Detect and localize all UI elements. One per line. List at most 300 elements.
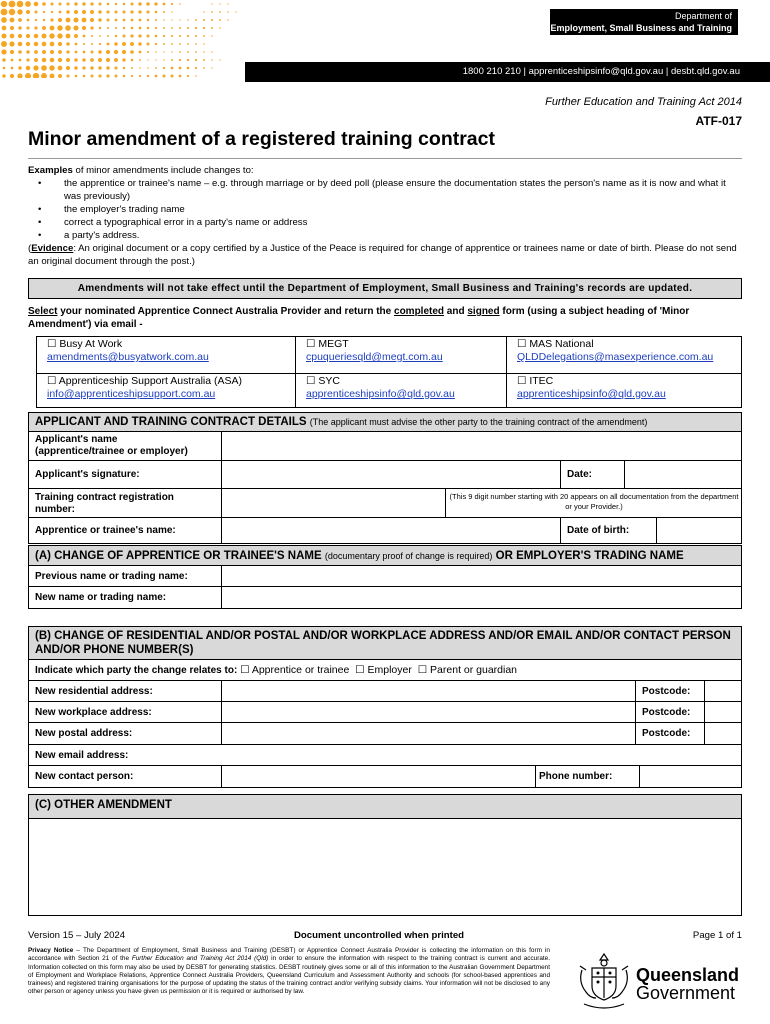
decorative-dot <box>35 11 38 14</box>
decorative-dot <box>91 51 94 54</box>
date-input[interactable] <box>625 461 741 488</box>
postcode-label: Postcode: <box>642 728 691 739</box>
decorative-dot <box>203 43 205 45</box>
decorative-dot <box>179 43 181 45</box>
checkbox-icon[interactable]: ☐ <box>355 664 365 676</box>
decorative-dot <box>106 66 109 69</box>
decorative-dot <box>219 11 221 13</box>
registration-number-input[interactable] <box>222 489 444 517</box>
decorative-dot <box>58 50 62 54</box>
decorative-dot <box>219 27 221 29</box>
decorative-dot <box>90 2 93 5</box>
decorative-dot <box>10 74 14 78</box>
applicant-name-input[interactable] <box>222 432 741 460</box>
registration-note: (This 9 digit number starting with 20 appears on all documentation from the department or your Provider.) <box>449 492 739 511</box>
decorative-dot <box>171 75 174 78</box>
decorative-dot <box>66 18 71 23</box>
trainee-name-label: Apprentice or trainee's name: <box>35 525 176 536</box>
decorative-dot <box>26 66 30 70</box>
provider-cell <box>507 337 742 374</box>
decorative-dot <box>130 50 134 54</box>
decorative-dot <box>171 67 174 70</box>
section-a-note: (documentary proof of change is required) <box>324 551 493 561</box>
decorative-dot <box>171 3 173 5</box>
decorative-dot <box>19 59 22 62</box>
decorative-dot <box>74 66 78 70</box>
decorative-dot <box>138 10 141 13</box>
residential-postcode-input[interactable] <box>705 681 741 701</box>
provider-name: MEGT <box>318 338 349 350</box>
decorative-dot <box>179 67 182 70</box>
decorative-dot <box>155 19 157 21</box>
decorative-dot <box>43 19 45 21</box>
examples-block <box>28 164 742 268</box>
party-option-trainee: Apprentice or trainee <box>251 664 350 676</box>
evidence-label: Evidence <box>31 243 74 254</box>
decorative-dot <box>35 19 37 21</box>
decorative-dot <box>82 10 86 14</box>
decorative-dot <box>10 50 14 54</box>
applicant-heading: APPLICANT AND TRAINING CONTRACT DETAILS <box>35 416 307 428</box>
decorative-dot <box>1 17 7 23</box>
decorative-dot <box>34 58 38 62</box>
decorative-dot <box>171 11 172 12</box>
list-item: • the employer's trading name <box>64 203 742 216</box>
decorative-dot <box>146 2 150 6</box>
evidence-text: : An original document or a copy certified by a Justice of the Peace is required for change of apprentice or trainees name or date of birth. Please do not send an original document through the post.) <box>28 243 737 267</box>
decorative-dot <box>187 35 189 37</box>
decorative-dot <box>10 26 14 30</box>
completed-word: completed <box>394 306 445 317</box>
party-option-employer: Employer <box>367 664 412 676</box>
postal-input[interactable] <box>222 723 634 744</box>
checkbox-icon[interactable]: ☐ <box>47 375 57 387</box>
decorative-dot <box>18 18 22 22</box>
decorative-dot <box>74 58 78 62</box>
decorative-dot <box>11 59 14 62</box>
decorative-dot <box>179 51 181 53</box>
decorative-dot <box>227 3 228 4</box>
postal-label: New postal address: <box>35 728 133 739</box>
checkbox-icon[interactable]: ☐ <box>306 375 316 387</box>
decorative-dot <box>155 27 157 29</box>
decorative-dot <box>66 10 70 14</box>
signature-row <box>29 461 741 489</box>
decorative-dot <box>187 27 189 29</box>
decorative-dot <box>18 42 23 47</box>
decorative-dot <box>82 18 87 23</box>
decorative-dot <box>66 58 70 62</box>
decorative-dot <box>2 58 6 62</box>
decorative-dot <box>98 66 101 69</box>
decorative-dot <box>34 26 37 29</box>
provider-email-link[interactable]: amendments@busyatwork.com.au <box>47 351 209 363</box>
decorative-dot <box>26 42 30 46</box>
list-item: • correct a typographical error in a party's name or address <box>64 216 742 229</box>
decorative-dot <box>34 34 38 38</box>
decorative-dot <box>147 75 149 77</box>
label-line: Applicant's name <box>35 434 118 445</box>
decorative-dot <box>203 67 205 69</box>
decorative-dot <box>18 26 21 29</box>
postcode-label: Postcode: <box>642 707 691 718</box>
decorative-dot <box>58 66 63 71</box>
decorative-dot <box>106 10 109 13</box>
decorative-dot <box>107 19 110 22</box>
decorative-dot <box>211 19 213 21</box>
decorative-dot <box>9 41 14 46</box>
decorative-dot <box>34 2 39 7</box>
decorative-dot <box>195 27 197 29</box>
decorative-dot <box>195 51 197 53</box>
decorative-dot <box>26 34 30 38</box>
decorative-dot <box>211 59 213 61</box>
decorative-dot <box>83 75 86 78</box>
decorative-dot <box>106 58 110 62</box>
decorative-dot <box>187 51 189 53</box>
decorative-dot <box>90 18 94 22</box>
provider-cell <box>37 337 296 374</box>
decorative-dot <box>57 33 62 38</box>
decorative-dot <box>25 73 31 78</box>
decorative-dot <box>73 25 78 30</box>
previous-name-label: Previous name or trading name: <box>35 571 188 582</box>
decorative-dot <box>82 2 86 6</box>
decorative-dot <box>99 27 101 29</box>
decorative-dot <box>195 35 197 37</box>
postcode-label: Postcode: <box>642 686 691 697</box>
select-text-2: and <box>444 306 468 317</box>
party-row <box>29 660 741 681</box>
decorative-dot <box>83 35 86 38</box>
decorative-dot <box>18 66 21 69</box>
privacy-label: Privacy Notice <box>28 947 74 954</box>
decorative-dot <box>83 51 86 54</box>
decorative-dot <box>203 59 205 61</box>
decorative-dot <box>179 3 181 5</box>
email-input[interactable] <box>189 745 741 765</box>
decorative-dot <box>147 51 149 53</box>
decorative-dot <box>163 11 165 13</box>
decorative-dot <box>195 59 197 61</box>
decorative-dot <box>171 27 173 29</box>
select-text-1: your nominated Apprentice Connect Australia Provider and return the <box>57 306 395 317</box>
decorative-dot <box>138 42 142 46</box>
select-word: Select <box>28 306 58 317</box>
decorative-dot <box>90 58 94 62</box>
decorative-dot <box>17 9 22 14</box>
decorative-dot <box>138 34 141 37</box>
amendment-banner: Amendments will not take effect until the Department of Employment, Small Business and Training's records are updated. <box>28 278 742 299</box>
privacy-text-b: in order to ensure the information with respect to the training contract is current and accurate. Information collected on this form may also be used by DESBT for generating statistics. DESBT routinely gives some or all of this information to the Australian Government Department of Employment and Workplace Relations, Apprentice Connect Australia Providers, Queensland Curriculum and Assessment Authority and schools (for school-based apprentices and trainees) and registered training organisations for the purpose of updating the status of the training contract and/or verifying subsidy claims. Your information will not be disclosed to any other person or agency unless you have given us permission or it is required or authorised by law. <box>28 955 550 996</box>
decorative-dot <box>83 43 85 45</box>
trainee-name-input[interactable] <box>222 518 559 543</box>
decorative-dot <box>99 35 101 37</box>
decorative-dot <box>187 59 189 61</box>
decorative-dot <box>106 74 109 77</box>
checkbox-icon[interactable]: ☐ <box>240 664 250 676</box>
decorative-dot <box>123 67 125 69</box>
decorative-dot <box>99 3 102 6</box>
checkbox-icon[interactable]: ☐ <box>517 375 527 387</box>
decorative-dot <box>211 35 212 36</box>
workplace-row <box>29 702 741 723</box>
signature-label: Applicant's signature: <box>35 469 140 480</box>
decorative-dot <box>41 65 47 71</box>
decorative-dot <box>65 25 71 31</box>
decorative-dot <box>59 11 62 14</box>
decorative-dot <box>49 65 54 70</box>
decorative-dot <box>179 27 181 29</box>
previous-name-input[interactable] <box>222 566 741 586</box>
decorative-dot <box>90 66 93 69</box>
decorative-dot <box>49 33 54 38</box>
decorative-dot <box>139 19 142 22</box>
page-title: Minor amendment of a registered training contract <box>28 128 495 150</box>
decorative-dot <box>171 51 172 52</box>
decorative-dot <box>211 11 213 13</box>
title-divider <box>28 158 742 159</box>
decorative-dot <box>50 18 53 21</box>
decorative-dot <box>107 43 110 46</box>
other-amendment-input[interactable] <box>29 819 741 915</box>
contact-input[interactable] <box>222 766 534 787</box>
workplace-postcode-input[interactable] <box>705 702 741 722</box>
decorative-dot <box>122 58 125 61</box>
provider-email-link[interactable]: QLDDelegations@masexperience.com.au <box>517 351 714 363</box>
applicant-name-row <box>29 432 741 461</box>
checkbox-icon[interactable]: ☐ <box>417 664 428 676</box>
provider-name: Apprenticeship Support Australia (ASA) <box>58 375 243 387</box>
decorative-dot <box>50 42 55 47</box>
provider-cell <box>296 374 507 408</box>
decorative-dot <box>59 3 62 6</box>
decorative-dot <box>66 42 70 46</box>
decorative-dot <box>58 74 62 78</box>
queensland-government-logotype <box>636 966 739 1002</box>
decorative-dot <box>99 43 101 45</box>
decorative-dot <box>171 19 172 20</box>
decorative-dot <box>1 33 6 38</box>
section-a <box>28 545 742 609</box>
decorative-dot <box>42 34 47 39</box>
decorative-dot <box>74 10 78 14</box>
decorative-dot <box>18 34 22 38</box>
section-a-heading-2: OR EMPLOYER'S TRADING NAME <box>495 550 684 562</box>
decorative-dot <box>50 74 55 78</box>
select-provider-instructions <box>28 305 742 331</box>
applicant-section <box>28 412 742 544</box>
decorative-dot <box>66 34 71 39</box>
decorative-dot <box>106 50 110 54</box>
decorative-dot <box>179 75 182 78</box>
postal-postcode-input[interactable] <box>705 723 741 744</box>
decorative-dot <box>33 73 39 78</box>
checkbox-icon[interactable]: ☐ <box>517 338 527 350</box>
decorative-dot <box>235 11 236 12</box>
provider-table <box>36 336 742 408</box>
decorative-dot <box>155 59 156 60</box>
decorative-dot <box>203 11 204 12</box>
department-label <box>550 9 738 35</box>
signature-input[interactable] <box>222 461 559 488</box>
decorative-dot <box>122 10 125 13</box>
decorative-dot <box>91 35 93 37</box>
decorative-dot <box>147 59 148 60</box>
registration-label <box>35 492 174 516</box>
provider-name: MAS National <box>529 338 594 350</box>
decorative-dot <box>203 27 205 29</box>
qld-wordmark-line-2: Government <box>636 983 736 1003</box>
decorative-dot <box>50 26 55 31</box>
decorative-dot <box>82 58 85 61</box>
decorative-dot <box>98 10 101 13</box>
decorative-dot <box>139 51 142 54</box>
queensland-crest-icon <box>574 948 634 1012</box>
decorative-dot <box>211 51 212 52</box>
decorative-dot <box>73 17 78 22</box>
divider <box>560 461 561 488</box>
decorative-dot <box>2 74 5 77</box>
decorative-dot <box>3 67 6 70</box>
decorative-dot <box>219 19 221 21</box>
decorative-dot <box>155 51 157 53</box>
decorative-dot <box>171 43 173 45</box>
decorative-dot <box>146 10 149 13</box>
decorative-dot <box>130 42 134 46</box>
section-c-heading: (C) OTHER AMENDMENT <box>29 795 741 819</box>
decorative-dot <box>114 66 117 69</box>
uncontrolled-notice: Document uncontrolled when printed <box>294 930 465 941</box>
dob-input[interactable] <box>657 518 741 543</box>
decorative-dot <box>179 35 181 37</box>
checkbox-icon[interactable]: ☐ <box>306 338 316 350</box>
decorative-dot <box>147 27 149 29</box>
decorative-dot <box>171 59 173 61</box>
decorative-dot <box>219 3 220 4</box>
decorative-dot <box>139 27 142 30</box>
divider <box>560 518 561 543</box>
divider <box>445 489 446 517</box>
decorative-dot <box>131 27 134 30</box>
decorative-dot <box>122 50 126 54</box>
department-line-2: Employment, Small Business and Training <box>550 23 732 33</box>
decorative-dot <box>26 10 30 14</box>
decorative-dot <box>195 67 197 69</box>
section-c <box>28 794 742 916</box>
decorative-dot <box>147 43 150 46</box>
decorative-dot <box>1 9 8 16</box>
provider-name: Busy At Work <box>59 338 123 350</box>
registration-row <box>29 489 741 518</box>
section-heading <box>29 546 741 566</box>
decorative-dot <box>34 50 38 54</box>
decorative-dot <box>42 58 46 62</box>
divider <box>635 681 636 701</box>
decorative-dot <box>33 65 38 70</box>
divider <box>635 723 636 744</box>
decorative-dot <box>107 3 110 6</box>
decorative-dot <box>91 75 94 78</box>
decorative-dot <box>130 34 133 37</box>
decorative-dot <box>42 26 46 30</box>
email-label: New email address: <box>35 750 129 761</box>
decorative-dot <box>211 3 212 4</box>
decorative-dot <box>98 18 101 21</box>
decorative-dot <box>42 42 47 47</box>
decorative-dot <box>50 58 55 63</box>
provider-email-link[interactable]: info@apprenticeshipsupport.com.au <box>47 388 216 400</box>
provider-name: SYC <box>318 375 340 387</box>
decorative-dot <box>9 9 15 15</box>
decorative-dot <box>163 75 166 78</box>
decorative-dot <box>171 35 173 37</box>
date-label: Date: <box>567 469 593 480</box>
decorative-dot <box>155 43 157 45</box>
party-label-group <box>35 660 517 681</box>
decorative-dot <box>58 42 62 46</box>
decorative-dot <box>90 10 94 14</box>
examples-lead: Examples <box>28 165 73 176</box>
decorative-dot <box>187 75 189 77</box>
decorative-dot <box>195 75 197 77</box>
provider-name: ITEC <box>529 375 554 387</box>
new-name-input[interactable] <box>222 587 741 608</box>
decorative-dot <box>227 11 229 13</box>
select-text-3: form (using a subject heading of 'Minor Amendment') via email - <box>28 306 690 330</box>
phone-input[interactable] <box>640 766 741 787</box>
section-b <box>28 626 742 788</box>
decorative-dot <box>147 19 149 21</box>
decorative-dot <box>123 35 126 38</box>
decorative-dot <box>58 58 62 62</box>
decorative-dot <box>163 3 166 6</box>
provider-email-link[interactable]: apprenticeshipsinfo@qld.gov.au <box>517 388 666 400</box>
decorative-dot <box>131 3 134 6</box>
decorative-dot <box>90 26 93 29</box>
decorative-dot <box>18 50 22 54</box>
privacy-notice <box>28 947 550 997</box>
checkbox-icon[interactable]: ☐ <box>47 338 57 350</box>
dob-label: Date of birth: <box>567 525 630 536</box>
decorative-dot <box>115 3 117 5</box>
contact-row <box>29 766 741 787</box>
residential-input[interactable] <box>222 681 634 701</box>
decorative-dot <box>107 35 109 37</box>
phone-label: Phone number: <box>539 771 613 782</box>
contact-label: New contact person: <box>35 771 134 782</box>
provider-email-link[interactable]: cpuqueriesqld@megt.com.au <box>306 351 443 363</box>
residential-label: New residential address: <box>35 686 153 697</box>
previous-name-row <box>29 566 741 587</box>
workplace-input[interactable] <box>222 702 634 722</box>
decorative-dot <box>66 2 69 5</box>
decorative-dot <box>122 42 126 46</box>
decorative-dot <box>51 3 54 6</box>
decorative-dot <box>27 19 30 22</box>
decorative-dot <box>131 75 133 77</box>
decorative-dot <box>131 59 134 62</box>
decorative-dot <box>155 75 158 78</box>
decorative-dot <box>130 10 133 13</box>
provider-email-link[interactable]: apprenticeshipsinfo@qld.gov.au <box>306 388 455 400</box>
examples-lead-rest: of minor amendments include changes to: <box>72 165 254 176</box>
qld-wordmark-line-1: Queensland <box>636 965 740 985</box>
decorative-dot <box>154 2 157 5</box>
decorative-dot <box>1 41 7 47</box>
decorative-dot <box>211 67 212 68</box>
decorative-dot <box>42 2 46 6</box>
